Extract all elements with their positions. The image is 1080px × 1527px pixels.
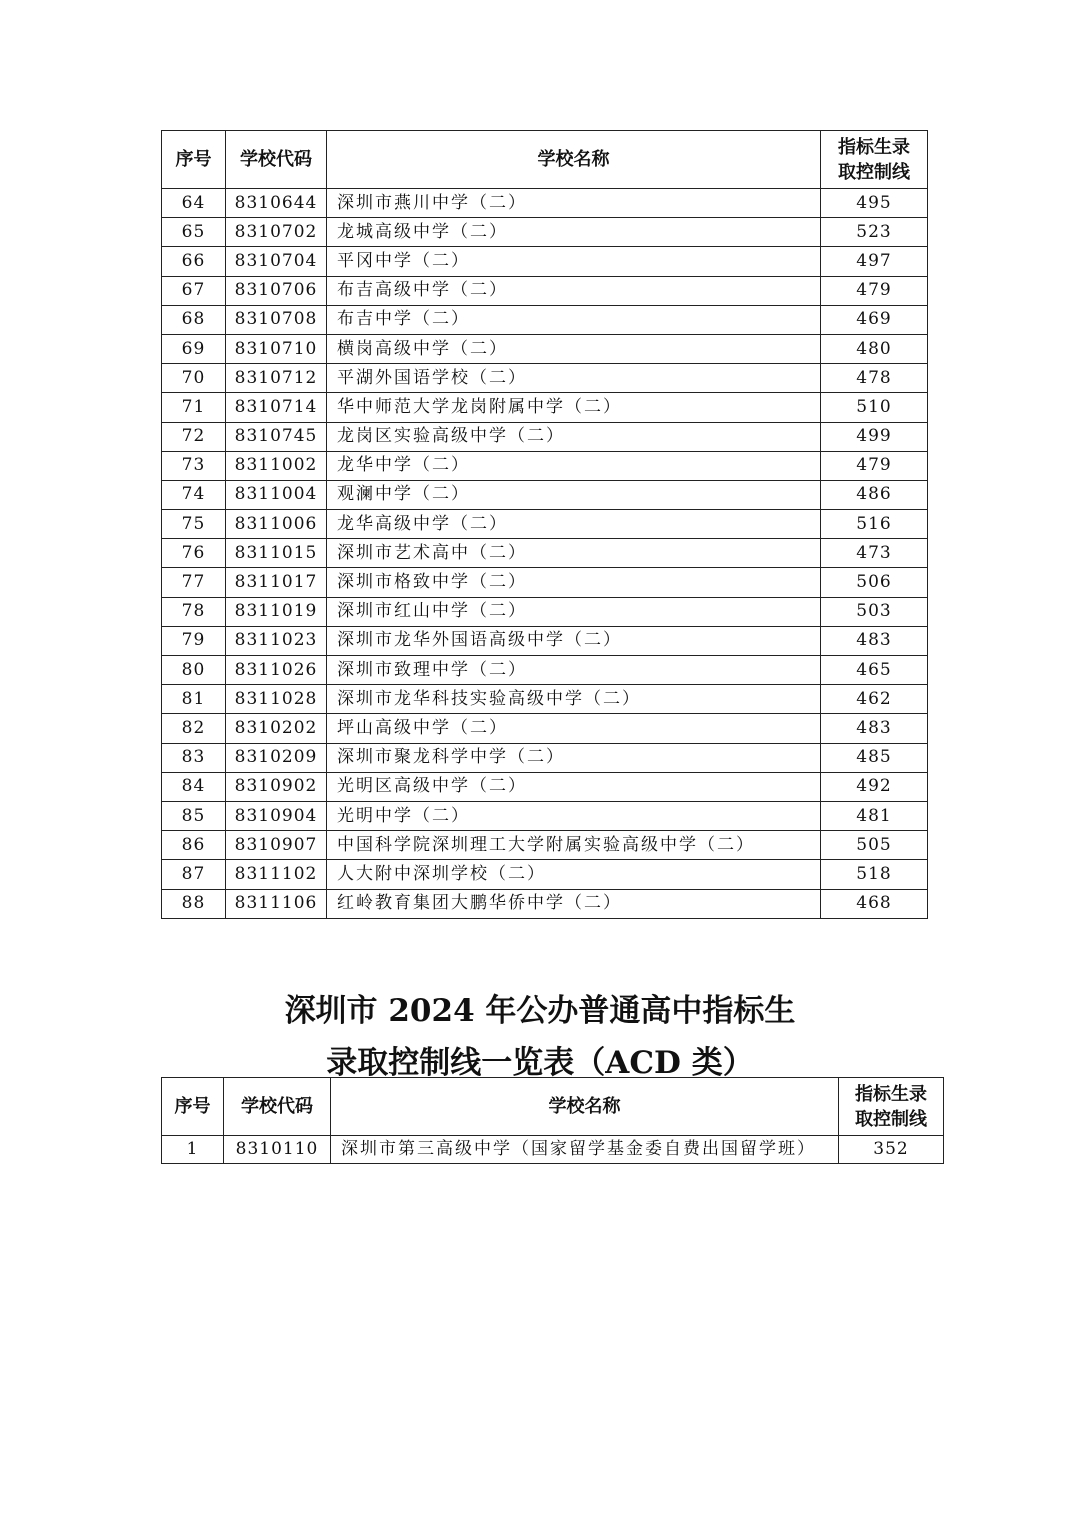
cell-school-name: 平冈中学（二） xyxy=(327,247,821,276)
cell-seq: 66 xyxy=(162,247,226,276)
table-row xyxy=(162,539,928,568)
table-row xyxy=(162,510,928,539)
table-row xyxy=(162,801,928,830)
cell-seq: 80 xyxy=(162,656,226,685)
cell-school-name: 观澜中学（二） xyxy=(327,480,821,509)
cell-seq: 73 xyxy=(162,451,226,480)
cell-seq: 87 xyxy=(162,860,226,889)
cell-score: 479 xyxy=(821,276,928,305)
cell-school-code: 8310704 xyxy=(226,247,327,276)
cell-school-name: 布吉中学（二） xyxy=(327,305,821,334)
table-row xyxy=(162,889,928,918)
cell-school-code: 8310907 xyxy=(226,831,327,860)
cell-seq: 76 xyxy=(162,539,226,568)
header-seq: 序号 xyxy=(162,1078,224,1136)
cell-score: 468 xyxy=(821,889,928,918)
table-row xyxy=(162,772,928,801)
cell-school-name: 平湖外国语学校（二） xyxy=(327,364,821,393)
header-code: 学校代码 xyxy=(226,131,327,189)
table-row xyxy=(162,656,928,685)
cell-score: 352 xyxy=(839,1136,944,1164)
cell-score: 465 xyxy=(821,656,928,685)
cell-seq: 74 xyxy=(162,480,226,509)
cell-score: 478 xyxy=(821,364,928,393)
cell-school-code: 8311102 xyxy=(226,860,327,889)
cell-school-code: 8310745 xyxy=(226,422,327,451)
table-row xyxy=(162,597,928,626)
header-score-line-bottom: 取控制线 xyxy=(838,161,910,183)
cell-score: 492 xyxy=(821,772,928,801)
admission-table-1 xyxy=(161,130,928,919)
cell-seq: 68 xyxy=(162,305,226,334)
table-row xyxy=(162,685,928,714)
cell-score: 469 xyxy=(821,305,928,334)
table-row xyxy=(162,743,928,772)
cell-school-name: 深圳市燕川中学（二） xyxy=(327,189,821,218)
table-row xyxy=(162,422,928,451)
cell-score: 480 xyxy=(821,334,928,363)
cell-school-name: 深圳市致理中学（二） xyxy=(327,656,821,685)
cell-school-code: 8310710 xyxy=(226,334,327,363)
cell-seq: 72 xyxy=(162,422,226,451)
cell-school-code: 8310902 xyxy=(226,772,327,801)
cell-seq: 78 xyxy=(162,597,226,626)
cell-school-code: 8311017 xyxy=(226,568,327,597)
cell-seq: 85 xyxy=(162,801,226,830)
admission-table-2-body xyxy=(162,1136,944,1164)
cell-school-name: 红岭教育集团大鹏华侨中学（二） xyxy=(327,889,821,918)
cell-score: 516 xyxy=(821,510,928,539)
cell-seq: 88 xyxy=(162,889,226,918)
cell-school-code: 8310712 xyxy=(226,364,327,393)
cell-school-name: 深圳市聚龙科学中学（二） xyxy=(327,743,821,772)
cell-school-code: 8310904 xyxy=(226,801,327,830)
cell-seq: 81 xyxy=(162,685,226,714)
header-seq: 序号 xyxy=(162,131,226,189)
cell-school-code: 8311015 xyxy=(226,539,327,568)
cell-seq: 75 xyxy=(162,510,226,539)
table-row xyxy=(162,393,928,422)
cell-school-code: 8311026 xyxy=(226,656,327,685)
cell-score: 523 xyxy=(821,218,928,247)
cell-school-code: 8310644 xyxy=(226,189,327,218)
cell-school-code: 8310202 xyxy=(226,714,327,743)
cell-school-name: 深圳市红山中学（二） xyxy=(327,597,821,626)
table-row xyxy=(162,451,928,480)
cell-school-code: 8310706 xyxy=(226,276,327,305)
cell-school-name: 华中师范大学龙岗附属中学（二） xyxy=(327,393,821,422)
cell-school-code: 8311002 xyxy=(226,451,327,480)
header-score-line xyxy=(821,131,928,189)
cell-school-code: 8311106 xyxy=(226,889,327,918)
table-row xyxy=(162,334,928,363)
table-row xyxy=(162,189,928,218)
cell-school-name: 中国科学院深圳理工大学附属实验高级中学（二） xyxy=(327,831,821,860)
table-row xyxy=(162,626,928,655)
cell-school-name: 坪山高级中学（二） xyxy=(327,714,821,743)
cell-school-name: 光明区高级中学（二） xyxy=(327,772,821,801)
header-code: 学校代码 xyxy=(224,1078,331,1136)
header-score-line-top: 指标生录 xyxy=(855,1083,927,1105)
cell-school-name: 深圳市龙华科技实验高级中学（二） xyxy=(327,685,821,714)
cell-score: 483 xyxy=(821,714,928,743)
table-row xyxy=(162,364,928,393)
header-score-line xyxy=(839,1078,944,1136)
cell-score: 510 xyxy=(821,393,928,422)
cell-seq: 70 xyxy=(162,364,226,393)
table-header-row xyxy=(162,1078,944,1136)
cell-score: 483 xyxy=(821,626,928,655)
cell-school-code: 8310714 xyxy=(226,393,327,422)
cell-score: 462 xyxy=(821,685,928,714)
cell-school-name: 横岗高级中学（二） xyxy=(327,334,821,363)
cell-seq: 65 xyxy=(162,218,226,247)
cell-score: 505 xyxy=(821,831,928,860)
cell-school-name: 光明中学（二） xyxy=(327,801,821,830)
table-row xyxy=(162,480,928,509)
cell-seq: 77 xyxy=(162,568,226,597)
table-row xyxy=(162,860,928,889)
cell-school-code: 8311023 xyxy=(226,626,327,655)
cell-seq: 84 xyxy=(162,772,226,801)
cell-seq: 86 xyxy=(162,831,226,860)
cell-seq: 69 xyxy=(162,334,226,363)
cell-seq: 1 xyxy=(162,1136,224,1164)
cell-score: 486 xyxy=(821,480,928,509)
cell-score: 518 xyxy=(821,860,928,889)
cell-seq: 82 xyxy=(162,714,226,743)
cell-school-code: 8310702 xyxy=(226,218,327,247)
cell-school-name: 龙华高级中学（二） xyxy=(327,510,821,539)
page-title-line-2: 录取控制线一览表（ACD 类） xyxy=(326,1045,754,1081)
cell-school-name: 深圳市格致中学（二） xyxy=(327,568,821,597)
table-row xyxy=(162,714,928,743)
header-score-line-top: 指标生录 xyxy=(838,136,910,158)
cell-school-name: 龙城高级中学（二） xyxy=(327,218,821,247)
cell-school-name: 龙岗区实验高级中学（二） xyxy=(327,422,821,451)
table-row xyxy=(162,568,928,597)
table-row xyxy=(162,247,928,276)
cell-school-code: 8311004 xyxy=(226,480,327,509)
table-row xyxy=(162,218,928,247)
header-name: 学校名称 xyxy=(331,1078,839,1136)
cell-school-name: 布吉高级中学（二） xyxy=(327,276,821,305)
cell-score: 497 xyxy=(821,247,928,276)
cell-school-name: 人大附中深圳学校（二） xyxy=(327,860,821,889)
table-row xyxy=(162,305,928,334)
cell-school-code: 8310708 xyxy=(226,305,327,334)
cell-school-code: 8310209 xyxy=(226,743,327,772)
table-row xyxy=(162,1136,944,1164)
cell-school-code: 8310110 xyxy=(224,1136,331,1164)
cell-seq: 67 xyxy=(162,276,226,305)
header-name: 学校名称 xyxy=(327,131,821,189)
cell-score: 506 xyxy=(821,568,928,597)
cell-score: 485 xyxy=(821,743,928,772)
cell-seq: 64 xyxy=(162,189,226,218)
cell-score: 503 xyxy=(821,597,928,626)
cell-school-name: 深圳市龙华外国语高级中学（二） xyxy=(327,626,821,655)
cell-seq: 83 xyxy=(162,743,226,772)
cell-school-code: 8311028 xyxy=(226,685,327,714)
cell-score: 479 xyxy=(821,451,928,480)
cell-score: 499 xyxy=(821,422,928,451)
cell-school-name: 深圳市艺术高中（二） xyxy=(327,539,821,568)
cell-score: 473 xyxy=(821,539,928,568)
table-row xyxy=(162,276,928,305)
cell-school-name: 龙华中学（二） xyxy=(327,451,821,480)
cell-score: 481 xyxy=(821,801,928,830)
cell-school-code: 8311006 xyxy=(226,510,327,539)
cell-school-name: 深圳市第三高级中学（国家留学基金委自费出国留学班） xyxy=(331,1136,839,1164)
page-title-line-1: 深圳市 2024 年公办普通高中指标生 xyxy=(284,993,796,1029)
cell-seq: 79 xyxy=(162,626,226,655)
cell-school-code: 8311019 xyxy=(226,597,327,626)
cell-score: 495 xyxy=(821,189,928,218)
table-header-row xyxy=(162,131,928,189)
table-row xyxy=(162,831,928,860)
header-score-line-bottom: 取控制线 xyxy=(855,1108,927,1130)
admission-table-2 xyxy=(161,1077,944,1164)
admission-table-1-body xyxy=(162,189,928,919)
cell-seq: 71 xyxy=(162,393,226,422)
